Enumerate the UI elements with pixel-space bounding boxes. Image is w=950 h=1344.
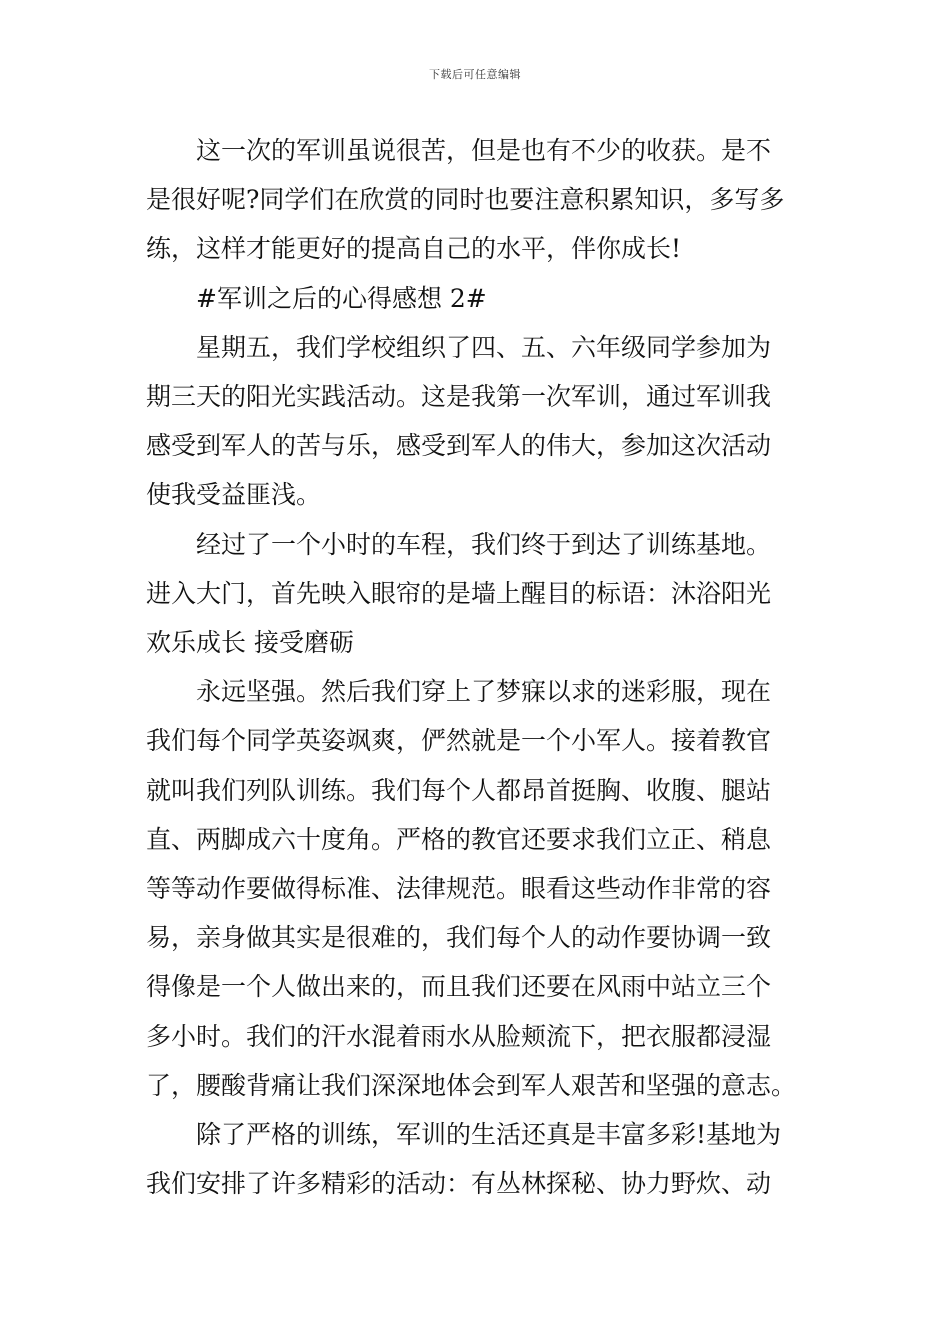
- text-line: 欢乐成长 接受磨砺: [146, 628, 354, 658]
- paragraph-5: [146, 667, 810, 1110]
- paragraph-4: [146, 520, 810, 668]
- document-body: [146, 126, 810, 1208]
- paragraph-6: [146, 1110, 810, 1208]
- text-line: 易，亲身做其实是很难的，我们每个人的动作要协调一致: [146, 923, 772, 953]
- text-line: 我们每个同学英姿飒爽，俨然就是一个小军人。接着教官: [146, 726, 772, 756]
- text-line: 使我受益匪浅。: [146, 480, 322, 510]
- text-line: 进入大门，首先映入眼帘的是墙上醒目的标语：沐浴阳光: [146, 578, 772, 608]
- text-line: 永远坚强。然后我们穿上了梦寐以求的迷彩服，现在: [196, 677, 772, 707]
- section-heading: [146, 274, 810, 323]
- text-line: 等等动作要做得标准、法律规范。眼看这些动作非常的容: [146, 874, 772, 904]
- paragraph-3: [146, 323, 810, 520]
- text-line: 多小时。我们的汗水混着雨水从脸颊流下，把衣服都浸湿: [146, 1021, 772, 1051]
- text-line: 练，这样才能更好的提高自己的水平，伴你成长!: [146, 234, 682, 264]
- text-line: 直、两脚成六十度角。严格的教官还要求我们立正、稍息: [146, 824, 772, 854]
- text-line: 了，腰酸背痛让我们深深地体会到军人艰苦和坚强的意志。: [146, 1070, 797, 1100]
- text-line: 这一次的军训虽说很苦，但是也有不少的收获。是不: [196, 136, 772, 165]
- text-line: 经过了一个小时的车程，我们终于到达了训练基地。: [196, 529, 772, 559]
- page-header: 下载后可任意编辑: [429, 68, 521, 81]
- text-line: 是很好呢?同学们在欣赏的同时也要注意积累知识，多写多: [146, 185, 785, 215]
- text-line: #军训之后的心得感想 2#: [196, 283, 487, 313]
- text-line: 星期五，我们学校组织了四、五、六年级同学参加为: [196, 332, 772, 362]
- text-line: 我们安排了许多精彩的活动：有丛林探秘、协力野炊、动: [146, 1169, 772, 1199]
- text-line: 得像是一个人做出来的，而且我们还要在风雨中站立三个: [146, 972, 772, 1002]
- text-line: 感受到军人的苦与乐，感受到军人的伟大，参加这次活动: [146, 431, 772, 461]
- text-line: 除了严格的训练，军训的生活还真是丰富多彩!基地为: [196, 1120, 782, 1150]
- text-line: 期三天的阳光实践活动。这是我第一次军训，通过军训我: [146, 382, 772, 412]
- paragraph-1: [146, 126, 810, 274]
- text-line: 就叫我们列队训练。我们每个人都昂首挺胸、收腹、腿站: [146, 775, 772, 805]
